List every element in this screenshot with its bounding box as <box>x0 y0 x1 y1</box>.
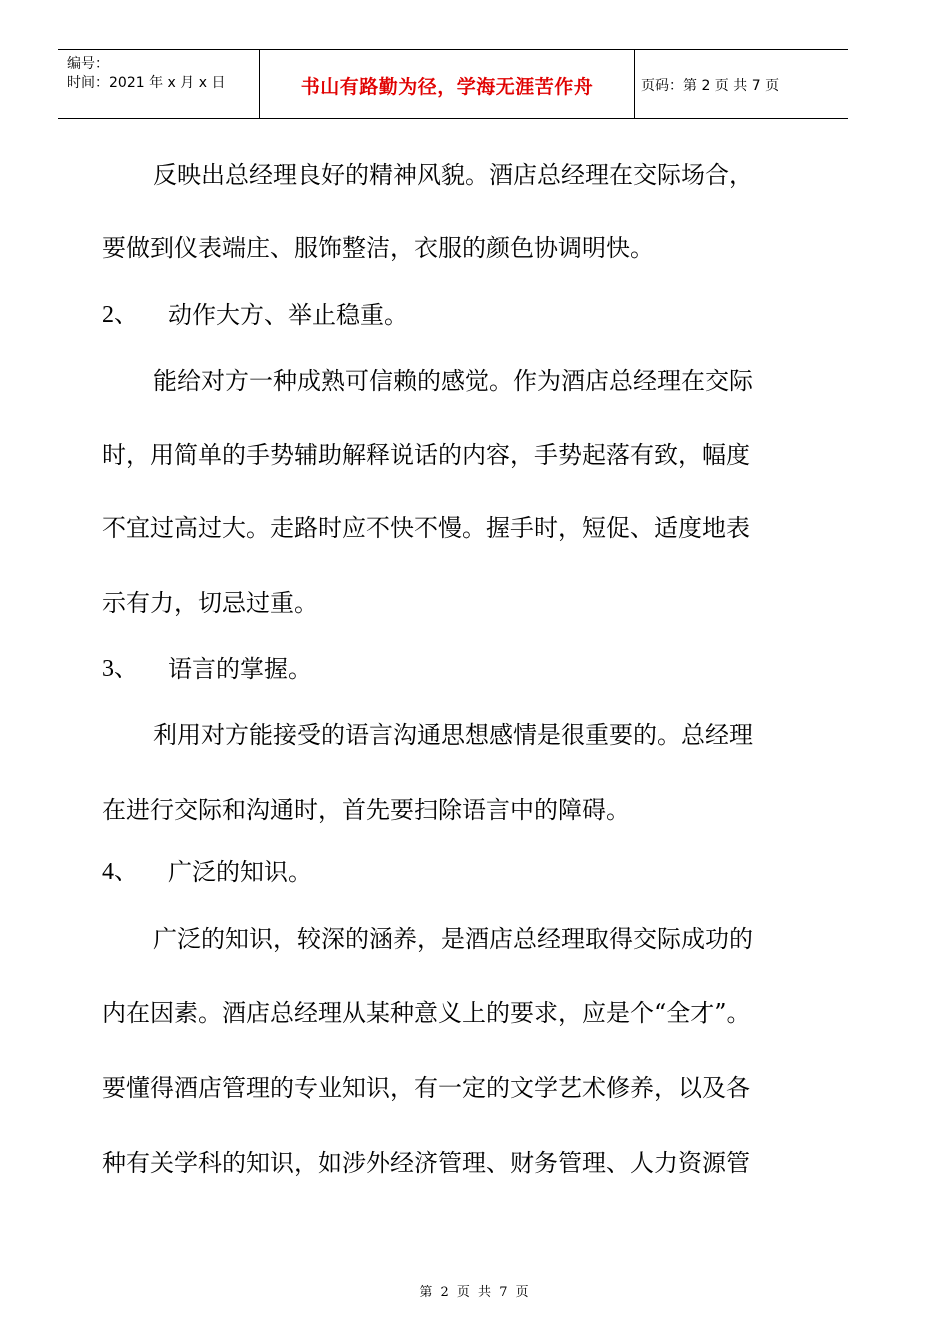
header-motto: 书山有路勤为径，学海无涯苦作舟 <box>300 76 594 98</box>
header-page-cell <box>635 50 848 118</box>
paragraph-line: 广泛的知识，较深的涵养，是酒店总经理取得交际成功的 <box>153 925 753 953</box>
paragraph-line: 要做到仪表端庄、服饰整洁，衣服的颜色协调明快。 <box>102 234 654 262</box>
paragraph-line: 利用对方能接受的语言沟通思想感情是很重要的。总经理 <box>153 721 753 749</box>
paragraph-line: 时，用简单的手势辅助解释说话的内容，手势起落有致，幅度 <box>102 441 750 469</box>
document-time-label: 时间：2021 年 x 月 x 日 <box>67 75 226 91</box>
paragraph-line: 不宜过高过大。走路时应不快不慢。握手时，短促、适度地表 <box>102 514 750 542</box>
paragraph-line: 要懂得酒店管理的专业知识，有一定的文学艺术修养，以及各 <box>102 1074 750 1102</box>
paragraph-line: 内在因素。酒店总经理从某种意义上的要求，应是个“全才”。 <box>102 999 751 1027</box>
document-number-label: 编号： <box>67 56 109 72</box>
section-heading: 语言的掌握。 <box>168 655 312 683</box>
paragraph-line: 反映出总经理良好的精神风貌。酒店总经理在交际场合， <box>153 161 753 189</box>
section-number: 2、 <box>102 302 138 328</box>
paragraph-line: 示有力，切忌过重。 <box>102 589 318 617</box>
section-heading: 动作大方、举止稳重。 <box>168 301 408 329</box>
section-heading: 广泛的知识。 <box>168 858 312 886</box>
paragraph-line: 种有关学科的知识，如涉外经济管理、财务管理、人力资源管 <box>102 1149 750 1177</box>
header-motto-cell <box>260 50 635 118</box>
paragraph-line: 在进行交际和沟通时，首先要扫除语言中的障碍。 <box>102 796 630 824</box>
header-page-label: 页码：第 2 页 共 7 页 <box>641 78 780 94</box>
page-footer: 第 2 页 共 7 页 <box>419 1285 531 1300</box>
header-meta-cell <box>58 50 260 118</box>
paragraph-line: 能给对方一种成熟可信赖的感觉。作为酒店总经理在交际 <box>153 367 753 395</box>
page-header <box>58 49 848 119</box>
section-number: 3、 <box>102 656 138 682</box>
section-number: 4、 <box>102 859 138 885</box>
